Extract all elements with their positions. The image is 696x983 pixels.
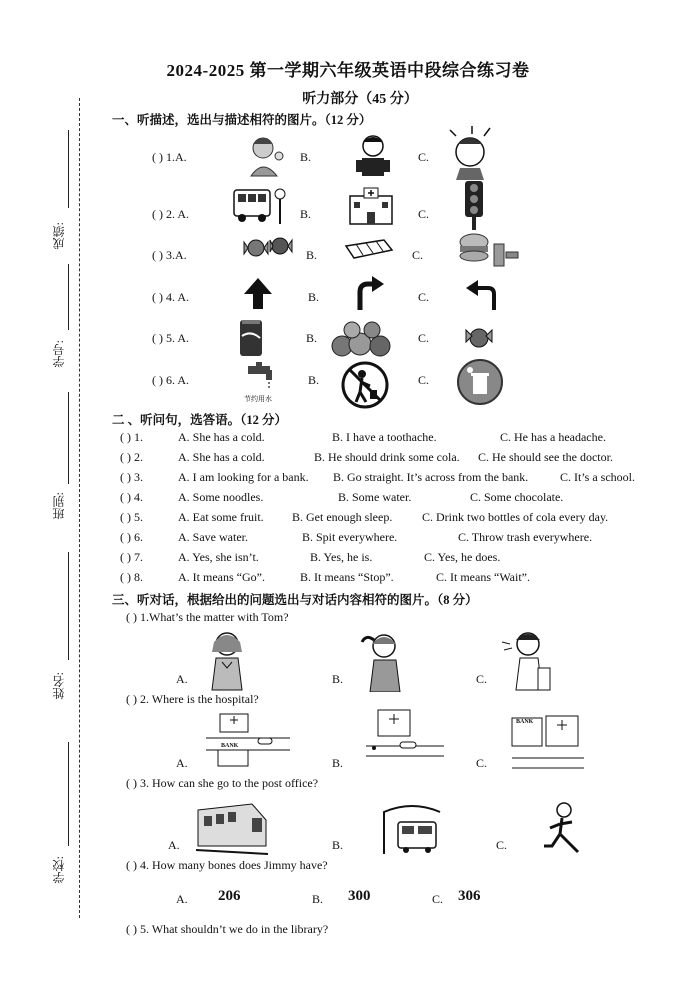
s1-q5-c-label: C. xyxy=(418,331,430,345)
s3-q2-b-label: B. xyxy=(332,756,344,770)
s2-q4-a: A. Some noodles. xyxy=(178,490,264,504)
map-hospital-by-road-icon xyxy=(366,706,444,762)
s2-q1-b: B. I have a toothache. xyxy=(332,430,437,444)
s3-q4-c-value: 306 xyxy=(458,888,481,904)
s3-q3-a-label: A. xyxy=(168,838,180,852)
s3-q2-text: ( ) 2. Where is the hospital? xyxy=(126,692,259,706)
s2-q1-num: ( ) 1. xyxy=(120,430,143,444)
page-title: 2024-2025 第一学期六年级英语中段综合练习卷 xyxy=(166,61,530,80)
s1-q1-c-label: C. xyxy=(418,150,430,164)
turn-left-arrow-icon xyxy=(462,278,502,310)
listening-subtitle: 听力部分（45 分） xyxy=(302,92,418,107)
s3-q4-text: ( ) 4. How many bones does Jimmy have? xyxy=(126,858,328,872)
s2-q4-b: B. Some water. xyxy=(338,490,412,504)
hospital-building-icon xyxy=(346,186,396,226)
bus-stop-icon xyxy=(232,186,290,226)
name-blank-line xyxy=(68,552,69,660)
running-boy-icon xyxy=(538,800,584,856)
s2-q6-a: A. Save water. xyxy=(178,530,248,544)
s1-q3-b-label: B. xyxy=(306,248,318,262)
class-label: 班别: xyxy=(52,492,66,520)
s3-q2-c-label: C. xyxy=(476,756,488,770)
student-no-blank-line xyxy=(68,264,69,330)
headache-person-icon xyxy=(446,124,496,180)
s2-q1-c: C. He has a headache. xyxy=(500,430,606,444)
s1-q5-prefix: ( ) 5. A. xyxy=(152,331,189,345)
s2-q5-b: B. Get enough sleep. xyxy=(292,510,393,524)
s2-q4-c: C. Some chocolate. xyxy=(470,490,564,504)
fruit-pile-icon xyxy=(328,316,398,360)
candy-single-icon xyxy=(462,322,496,352)
s3-q4-c-label: C. xyxy=(432,892,444,906)
save-water-caption: 节约用水 xyxy=(244,395,272,403)
cola-can-icon xyxy=(232,318,270,358)
s2-q2-c: C. He should see the doctor. xyxy=(478,450,613,464)
s3-q1-b-label: B. xyxy=(332,672,344,686)
girl-touching-head-icon xyxy=(356,628,408,692)
s1-q2-c-label: C. xyxy=(418,207,430,221)
s3-q3-text: ( ) 3. How can she go to the post office? xyxy=(126,776,319,790)
s1-q1-b-label: B. xyxy=(300,150,312,164)
s2-q7-b: B. Yes, he is. xyxy=(310,550,373,564)
s2-q4-num: ( ) 4. xyxy=(120,490,143,504)
class-blank-line xyxy=(68,392,69,484)
s3-q4-a-label: A. xyxy=(176,892,188,906)
s2-q5-c: C. Drink two bottles of cola every day. xyxy=(422,510,609,524)
sad-girl-icon xyxy=(200,628,254,692)
s3-q1-c-label: C. xyxy=(476,672,488,686)
s2-q8-b: B. It means “Stop”. xyxy=(300,570,394,584)
arrow-up-icon xyxy=(242,276,274,310)
bus-at-stop-icon xyxy=(380,800,444,856)
s3-q4-a-value: 206 xyxy=(218,888,241,904)
s2-q3-num: ( ) 3. xyxy=(120,470,143,484)
subway-train-icon xyxy=(196,800,268,856)
bank-sign-a: BANK xyxy=(221,743,239,749)
sick-girl-icon xyxy=(243,132,289,178)
student-no-label: 学号: xyxy=(52,340,66,368)
s3-q3-b-label: B. xyxy=(332,838,344,852)
s2-q2-b: B. He should drink some cola. xyxy=(314,450,460,464)
s3-q1-text: ( ) 1.What’s the matter with Tom? xyxy=(126,610,289,624)
s1-q6-b-label: B. xyxy=(308,373,320,387)
section2-heading: 二 、听问句，选答语。（12 分） xyxy=(112,413,288,427)
boy-sneezing-icon xyxy=(498,628,554,692)
s2-q6-num: ( ) 6. xyxy=(120,530,143,544)
traffic-light-icon xyxy=(462,180,486,230)
s3-q4-b-value: 300 xyxy=(348,888,371,904)
s2-q5-num: ( ) 5. xyxy=(120,510,143,524)
candy-icon xyxy=(240,232,296,262)
s1-q3-c-label: C. xyxy=(412,248,424,262)
s1-q3-prefix: ( ) 3.A. xyxy=(152,248,187,262)
s2-q3-c: C. It’s a school. xyxy=(560,470,635,484)
s1-q1-prefix: ( ) 1.A. xyxy=(152,150,187,164)
s1-q6-c-label: C. xyxy=(418,373,430,387)
s2-q2-a: A. She has a cold. xyxy=(178,450,265,464)
s3-q4-b-label: B. xyxy=(312,892,324,906)
s2-q8-c: C. It means “Wait”. xyxy=(436,570,531,584)
s3-q3-c-label: C. xyxy=(496,838,508,852)
s2-q7-num: ( ) 7. xyxy=(120,550,143,564)
bank-sign-c: BANK xyxy=(516,719,534,725)
s2-q6-b: B. Spit everywhere. xyxy=(302,530,398,544)
no-littering-sign-icon xyxy=(340,360,390,410)
s3-q1-a-label: A. xyxy=(176,672,188,686)
junk-food-icon xyxy=(456,230,520,270)
s2-q3-b: B. Go straight. It’s across from the bank. xyxy=(333,470,529,484)
water-tap-icon xyxy=(244,362,278,392)
s2-q2-num: ( ) 2. xyxy=(120,450,143,464)
s2-q5-a: A. Eat some fruit. xyxy=(178,510,264,524)
s1-q5-b-label: B. xyxy=(306,331,318,345)
score-blank-line xyxy=(68,130,69,208)
map-bank-below-hospital-icon xyxy=(206,710,290,768)
s2-q6-c: C. Throw trash everywhere. xyxy=(458,530,593,544)
s1-q2-b-label: B. xyxy=(300,207,312,221)
s2-q8-num: ( ) 8. xyxy=(120,570,143,584)
school-label: 学校: xyxy=(52,856,66,884)
trash-bin-sign-icon xyxy=(456,358,504,406)
s1-q4-prefix: ( ) 4. A. xyxy=(152,290,189,304)
s3-q5-text: ( ) 5. What shouldn’t we do in the library? xyxy=(126,922,329,936)
s1-q4-b-label: B. xyxy=(308,290,320,304)
score-label: 成绩: xyxy=(52,222,66,250)
s2-q7-a: A. Yes, she isn’t. xyxy=(178,550,259,564)
s1-q6-prefix: ( ) 6. A. xyxy=(152,373,189,387)
s2-q7-c: C. Yes, he does. xyxy=(424,550,501,564)
s3-q2-a-label: A. xyxy=(176,756,188,770)
name-label: 姓名: xyxy=(52,672,66,700)
chocolate-bar-icon xyxy=(344,238,394,260)
binding-dashed-line xyxy=(79,98,80,918)
school-blank-line xyxy=(68,742,69,846)
s2-q8-a: A. It means “Go”. xyxy=(178,570,265,584)
s2-q3-a: A. I am looking for a bank. xyxy=(178,470,309,484)
turn-right-arrow-icon xyxy=(352,274,386,310)
s1-q4-c-label: C. xyxy=(418,290,430,304)
boy-icon xyxy=(352,130,394,180)
section3-heading: 三、听对话，根据给出的问题选出与对话内容相符的图片。（8 分） xyxy=(112,593,478,607)
s1-q2-prefix: ( ) 2. A. xyxy=(152,207,189,221)
section1-heading: 一、听描述，选出与描述相符的图片。（12 分） xyxy=(112,113,372,127)
s2-q1-a: A. She has a cold. xyxy=(178,430,265,444)
